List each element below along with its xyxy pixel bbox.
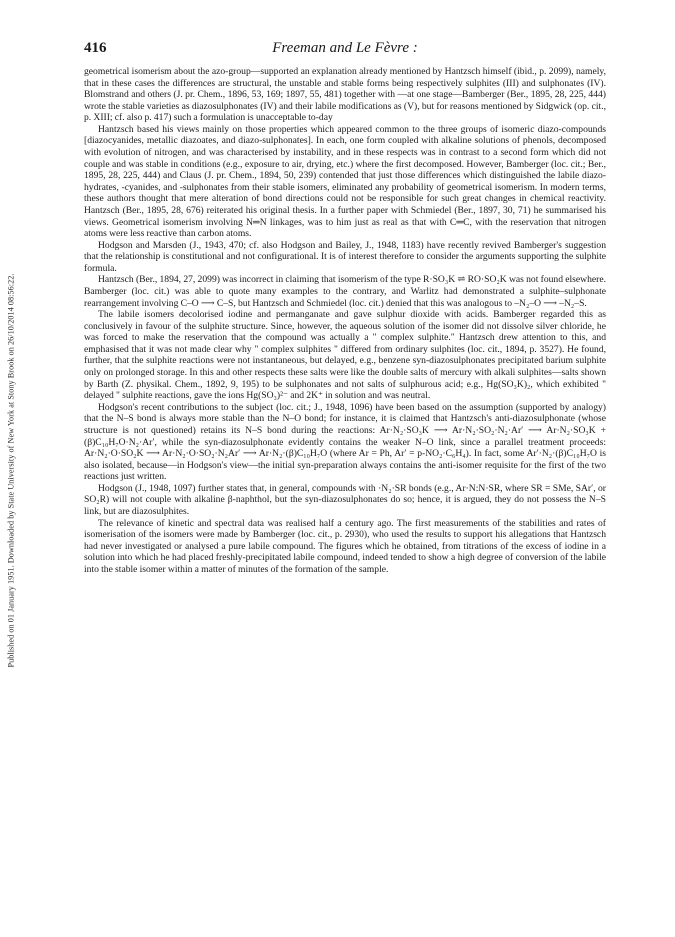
paragraph: The relevance of kinetic and spectral data was realised half a century ago. The first measurements of the stabilities and rates of isomerisation of the isomers were made by Bamberger (loc. cit., p. 2930), who used the results to support his allegations that Hantzsch had never investigated or analysed a pure labile compound. The figures which he obtained, from titrations of the excess of iodine in a solution into which he had placed freshly-precipitated labile compound, indeed tended to show a high degree of conversion of the labile into the stable isomer within a matter of minutes of the formation of the sample. xyxy=(84,517,606,575)
page-header xyxy=(84,40,606,60)
paragraph: Hantzsch (Ber., 1894, 27, 2099) was incorrect in claiming that isomerism of the type R·SO₃K ⇌ RO·SO₂K was not found elsewhere. Bamberger (loc. cit.) was able to quote many examples to the contrary, and Warlitz had demonstrated a sulphite–sulphonate rearrangement involving C–O ⟶ C–S, but Hantzsch and Schmiedel (loc. cit.) denied that this was analogous to –N₂–O ⟶ –N₂–S. xyxy=(84,274,606,309)
paragraph: Hodgson (J., 1948, 1097) further states that, in general, compounds with ·N₂·SR bonds (e.g., Ar·N:N·SR, where SR = SMe, SAr′, or SO₂R) will not couple with alkaline β-naphthol, but the syn-diazosulphonates do so; hence, it is argued, they do not possess the N–S link, but are diazosulphites. xyxy=(84,482,606,517)
paragraph: The labile isomers decolorised iodine and permanganate and gave sulphur dioxide with acids. Bamberger regarded this as conclusively in favour of the sulphite structure. Since, however, the aqueous solution of the isomer did not dissolve silver chloride, he was forced to make the reservation that the compound was actually a " complex sulphite." Hantzsch drew attention to this, and emphasised that it was not made clear why " complex sulphites " differed from ordinary sulphites (loc. cit., 1894, p. 3527). He found, further, that the sulphite reactions were not instantaneous, but delayed, e.g., benzene syn-diazosulphonates precipitated barium sulphite only on prolonged storage. In this and other respects these salts were like the double salts of mercury with alkali sulphites—salts shown by Barth (Z. physikal. Chem., 1892, 9, 195) to be sulphonates and not salts of sulphurous acid; e.g., Hg(SO₃K)₂, which exhibited " delayed " sulphite reactions, gave the ions Hg(SO₃)²⁻ and 2K⁺ in solution and was neutral. xyxy=(84,309,606,402)
download-notice xyxy=(0,90,22,850)
paragraph: Hodgson and Marsden (J., 1943, 470; cf. also Hodgson and Bailey, J., 1948, 1183) have recently revived Bamberger's suggestion that the relationship is constitutional and not configurational. It is of interest therefore to consider the arguments supporting the sulphite formula. xyxy=(84,239,606,274)
paragraph: Hantzsch based his views mainly on those properties which appeared common to the three groups of isomeric diazo-compounds [diazocyanides, metallic diazoates, and diazo-sulphonates]. In each, one form coupled with alkaline solutions of phenols, decomposed with evolution of nitrogen, and was characterised by instability, and in these respects was in contrast to a second form which did not couple and was stable in conditions (e.g., exposure to air, drying, etc.) where the first decomposed. However, Bamberger (loc. cit.; Ber., 1895, 28, 225, 444) and Claus (J. pr. Chem., 1894, 50, 239) contended that just those differences which distinguished the labile diazo-hydrates, -cyanides, and -sulphonates from their stable isomers, eliminated any probability of geometrical isomerism. In modern terms, these authors thought that mere alteration of bond directions could not be responsible for such great changes in chemical reactivity. Hantzsch (Ber., 1895, 28, 676) reiterated his original thesis. In a further paper with Schmiedel (Ber., 1897, 30, 71) he summarised his views. Geometrical isomerism involving N═N linkages, was to him just as real as that with C═C, with the reservation that nitrogen atoms were less reactive than carbon atoms. xyxy=(84,123,606,240)
paragraph: geometrical isomerism about the azo-group—supported an explanation already mentioned by Hantzsch himself (ibid., p. 2099), namely, that in these cases the differences are structural, the unstable and stable forms being respectively sulphites (III) and sulphonates (IV). Blomstrand and others (J. pr. Chem., 1896, 53, 169; 1897, 55, 481) together with —at one stage—Bamberger (Ber., 1895, 28, 225, 444) wrote the stable varieties as diazosulphonates (IV) and their labile modifications as (V), but for reasons mentioned by Sidgwick (op. cit., p. XIII; cf. also p. 417) such a formulation is unacceptable to-day xyxy=(84,66,606,124)
page-number: 416 xyxy=(84,40,107,56)
running-head: Freeman and Le Fèvre : xyxy=(272,40,418,56)
article-body xyxy=(84,66,606,575)
download-notice-text: Published on 01 January 1951. Downloaded by State University of New York at Stony Brook on 26/10/2014 08:56:22. xyxy=(6,273,16,667)
paragraph: Hodgson's recent contributions to the subject (loc. cit.; J., 1948, 1096) have been based on the assumption (supported by analogy) that the N–S bond is always more stable than the N–O bond; for instance, it is claimed that Hantzsch's anti-diazosulphonate (whose structure is not questioned) retains its N–S bond during the reactions: Ar·N₂·SO₃K ⟶ Ar·N₂·SO₂·N₂·Ar′ ⟶ Ar·N₂·SO₃K + (β)C₁₀H₇O·N₂·Ar′, while the syn-diazosulphonate evidently contains the weaker N–O link, since a parallel treatment proceeds: Ar·N₂·O·SO₂K ⟶ Ar·N₂·O·SO₂·N₂Ar′ ⟶ Ar·N₂·(β)C₁₀H₇O (where Ar = Ph, Ar′ = p-NO₂·C₆H₄). In fact, some Ar′·N₂·(β)C₁₀H₇O is also isolated, because—in Hodgson's view—the initial syn-preparation always contains the anti-isomer requisite for the first of the two reactions just written. xyxy=(84,401,606,483)
